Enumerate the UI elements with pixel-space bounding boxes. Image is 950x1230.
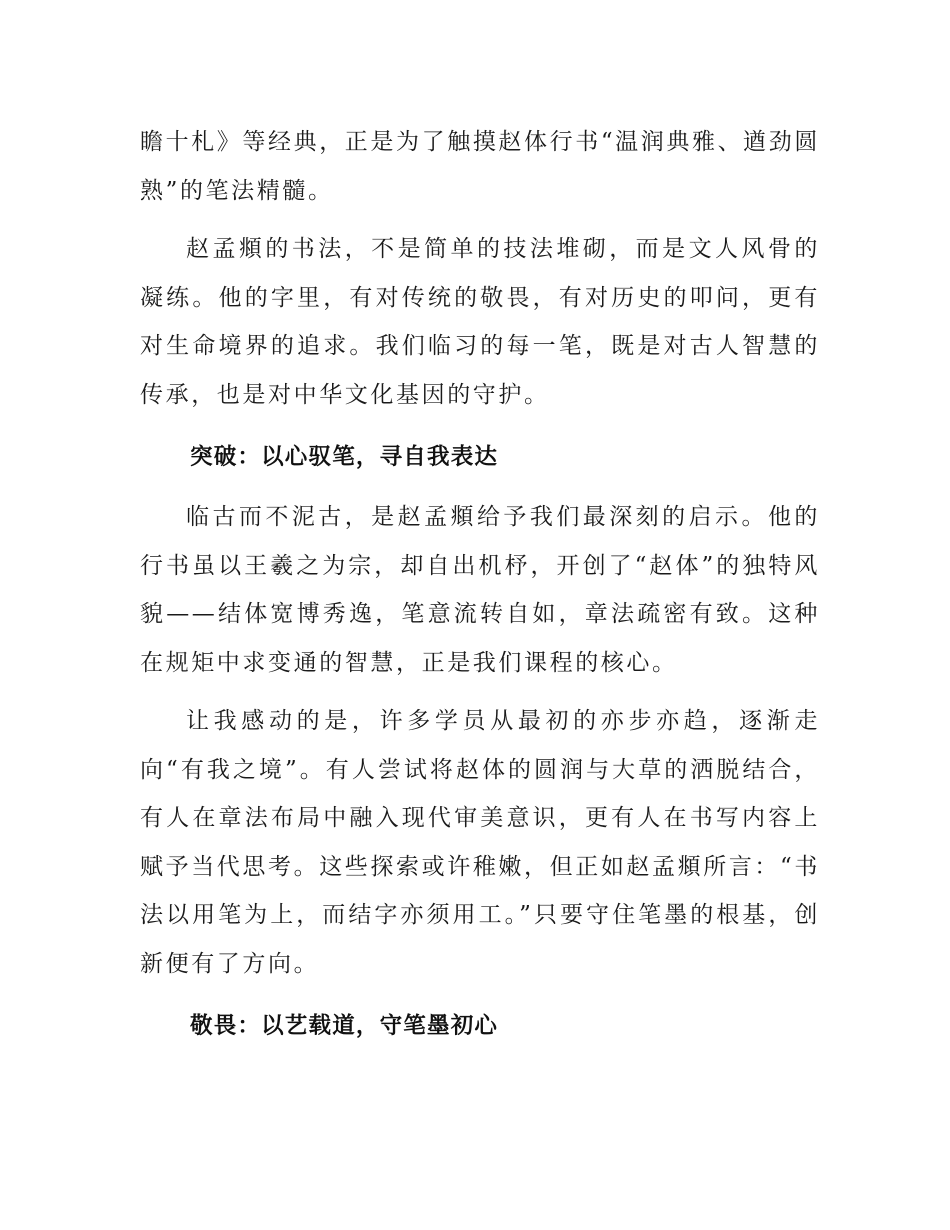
paragraph-learn-from-ancients: 临古而不泥古，是赵孟頫给予我们最深刻的启示。他的行书虽以王羲之为宗，却自出机杼，开创了“赵体”的独特风貌——结体宽博秀逸，笔意流转自如，章法疏密有致。这种在规矩中求变通的智慧，正是我们课程的核心。 bbox=[140, 504, 820, 676]
section-heading-breakthrough: 突破：以心驭笔，寻自我表达 bbox=[190, 444, 499, 470]
paragraph-calligraphy-essence: 赵孟頫的书法，不是简单的技法堆砌，而是文人风骨的凝练。他的字里，有对传统的敬畏，有对历史的叩问，更有对生命境界的追求。我们临习的每一笔，既是对古人智慧的传承，也是对中华文化基因的守护。 bbox=[140, 236, 820, 408]
section-heading-reverence: 敬畏：以艺载道，守笔墨初心 bbox=[190, 1013, 499, 1039]
paragraph-continuation: 瞻十札》等经典，正是为了触摸赵体行书“温润典雅、遒劲圆熟”的笔法精髓。 bbox=[140, 129, 820, 204]
paragraph-students-exploration: 让我感动的是，许多学员从最初的亦步亦趋，逐渐走向“有我之境”。有人尝试将赵体的圆润与大草的洒脱结合，有人在章法布局中融入现代审美意识，更有人在书写内容上赋予当代思考。这些探索或许稚嫩，但正如赵孟頫所言：“书法以用笔为上，而结字亦须用工。”只要守住笔墨的根基，创新便有了方向。 bbox=[140, 708, 820, 977]
document-page bbox=[140, 118, 820, 1062]
